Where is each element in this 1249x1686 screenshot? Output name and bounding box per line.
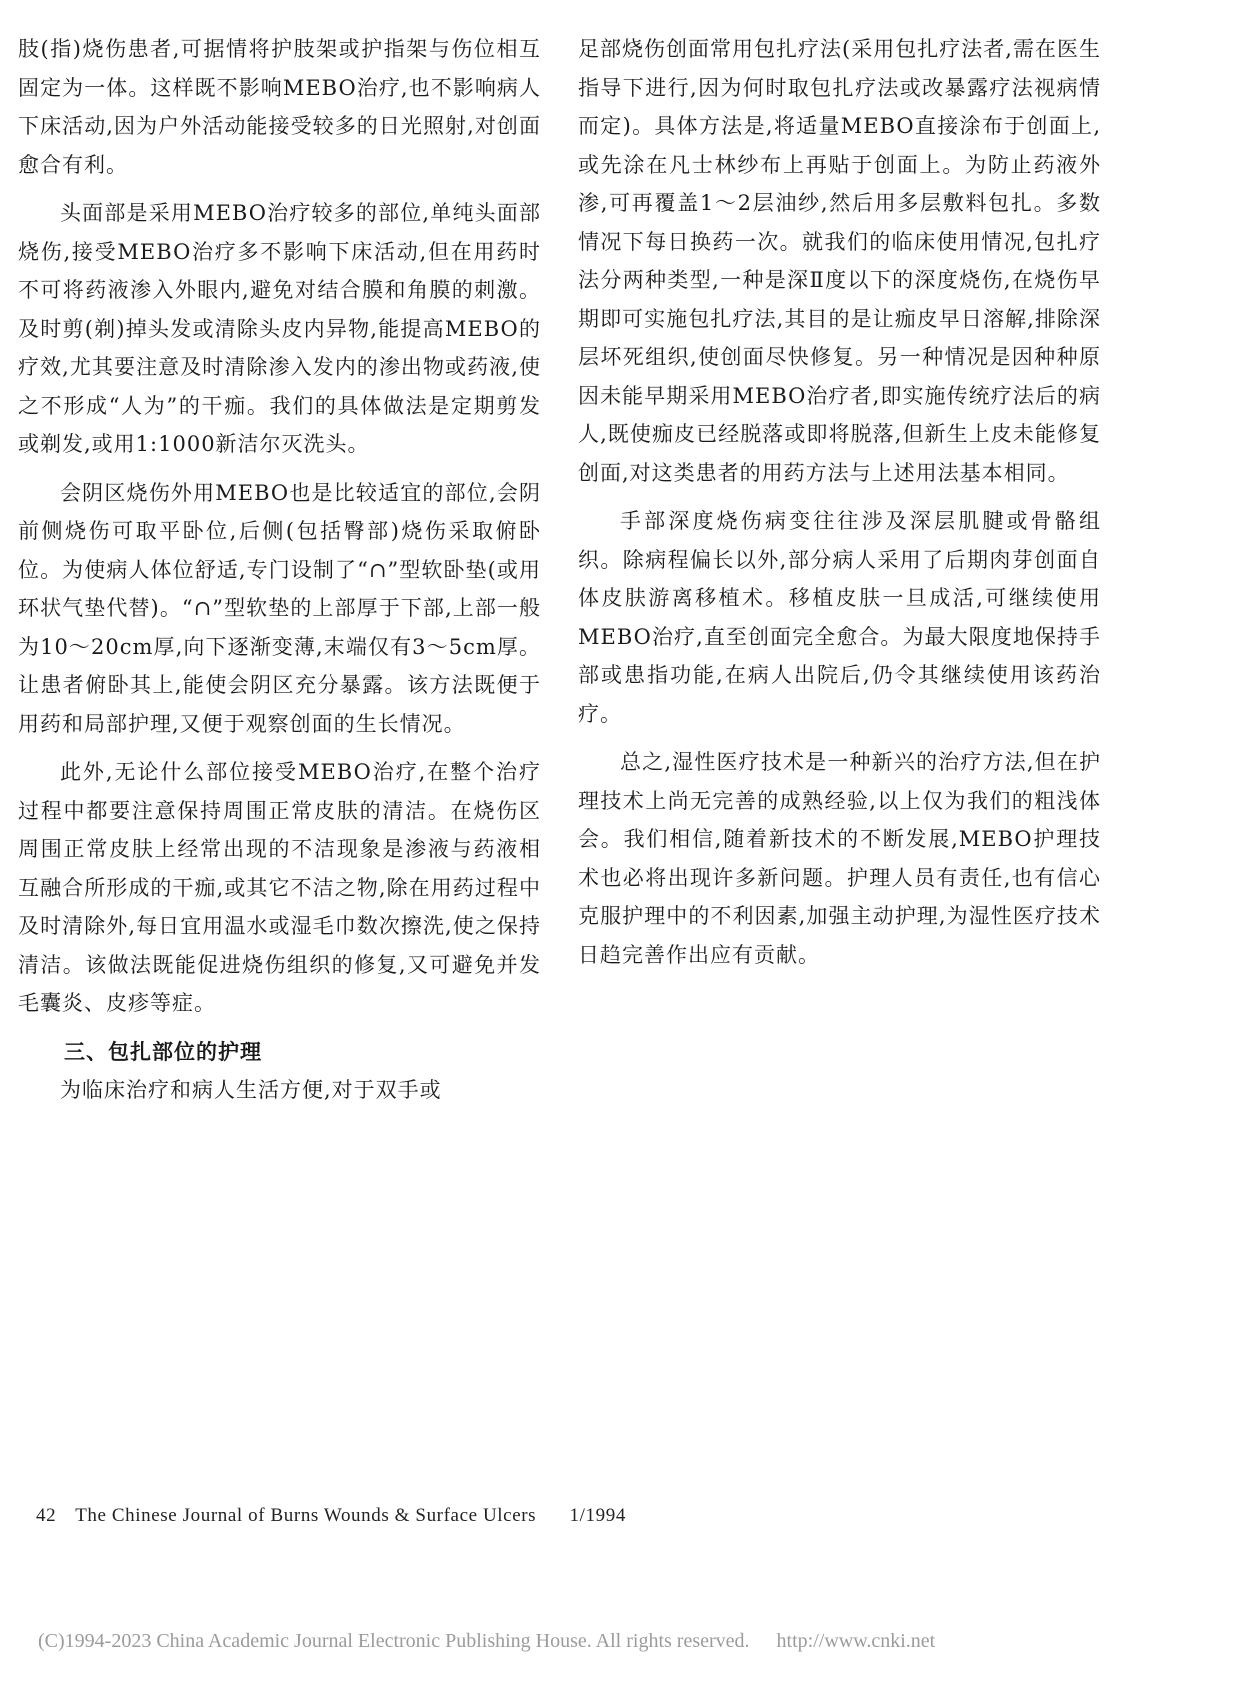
right-column bbox=[578, 30, 1101, 984]
copyright-line bbox=[38, 1630, 935, 1653]
body-paragraph: 肢(指)烧伤患者,可据情将护肢架或护指架与伤位相互固定为一体。这样既不影响MEBO治疗,也不影响病人下床活动,因为户外活动能接受较多的日光照射,对创面愈合有利。 bbox=[18, 37, 541, 177]
page-footer bbox=[36, 1505, 626, 1527]
body-paragraph: 总之,湿性医疗技术是一种新兴的治疗方法,但在护理技术上尚无完善的成熟经验,以上仅为我们的粗浅体会。我们相信,随着新技术的不断发展,MEBO护理技术也必将出现许多新问题。护理人员有责任,也有信心克服护理中的不利因素,加强主动护理,为湿性医疗技术日趋完善作出应有贡献。 bbox=[578, 750, 1101, 967]
left-column bbox=[18, 30, 541, 1119]
body-paragraph: 足部烧伤创面常用包扎疗法(采用包扎疗法者,需在医生指导下进行,因为何时取包扎疗法或改暴露疗法视病情而定)。具体方法是,将适量MEBO直接涂布于创面上,或先涂在凡士林纱布上再贴于创面上。为防止药液外渗,可再覆盖1～2层油纱,然后用多层敷料包扎。多数情况下每日换药一次。就我们的临床使用情况,包扎疗法分两种类型,一种是深Ⅱ度以下的深度烧伤,在烧伤早期即可实施包扎疗法,其目的是让痂皮早日溶解,排除深层坏死组织,使创面尽快修复。另一种情况是因种种原因未能早期采用MEBO治疗者,即实施传统疗法后的病人,既使痂皮已经脱落或即将脱落,但新生上皮未能修复创面,对这类患者的用药方法与上述用法基本相同。 bbox=[578, 37, 1101, 485]
body-paragraph: 为临床治疗和病人生活方便,对于双手或 bbox=[60, 1077, 442, 1102]
body-paragraph: 此外,无论什么部位接受MEBO治疗,在整个治疗过程中都要注意保持周围正常皮肤的清洁。在烧伤区周围正常皮肤上经常出现的不洁现象是渗液与药液相互融合所形成的干痂,或其它不洁之物,除在用药过程中及时清除外,每日宜用温水或湿毛巾数次擦洗,使之保持清洁。该做法既能促进烧伤组织的修复,又可避免并发毛囊炎、皮疹等症。 bbox=[18, 760, 541, 1015]
copyright-notice: (C)1994-2023 China Academic Journal Electronic Publishing House. All rights reserved. bbox=[38, 1630, 750, 1652]
body-paragraph: 头面部是采用MEBO治疗较多的部位,单纯头面部烧伤,接受MEBO治疗多不影响下床活动,但在用药时不可将药液渗入外眼内,避免对结合膜和角膜的刺激。及时剪(剃)掉头发或清除头皮内异物,能提高MEBO的疗效,尤其要注意及时清除渗入发内的渗出物或药液,使之不形成“人为”的干痂。我们的具体做法是定期剪发或剃发,或用1:1000新洁尔灭洗头。 bbox=[18, 201, 541, 456]
body-paragraph: 会阴区烧伤外用MEBO也是比较适宜的部位,会阴前侧烧伤可取平卧位,后侧(包括臀部)烧伤采取俯卧位。为使病人体位舒适,专门设制了“∩”型软卧垫(或用环状气垫代替)。“∩”型软垫的上部厚于下部,上部一般为10～20cm厚,向下逐渐变薄,末端仅有3～5cm厚。让患者俯卧其上,能使会阴区充分暴露。该方法既便于用药和局部护理,又便于观察创面的生长情况。 bbox=[18, 480, 541, 736]
cnki-link[interactable]: http://www.cnki.net bbox=[776, 1630, 936, 1652]
issue-number: 1/1994 bbox=[569, 1505, 626, 1526]
page-number: 42 bbox=[36, 1505, 57, 1526]
section-heading: 三、包扎部位的护理 bbox=[64, 1039, 262, 1064]
journal-title: The Chinese Journal of Burns Wounds & Surface Ulcers bbox=[75, 1505, 537, 1526]
body-paragraph: 手部深度烧伤病变往往涉及深层肌腱或骨骼组织。除病程偏长以外,部分病人采用了后期肉芽创面自体皮肤游离移植术。移植皮肤一旦成活,可继续使用MEBO治疗,直至创面完全愈合。为最大限度地保持手部或患指功能,在病人出院后,仍令其继续使用该药治疗。 bbox=[578, 509, 1101, 726]
